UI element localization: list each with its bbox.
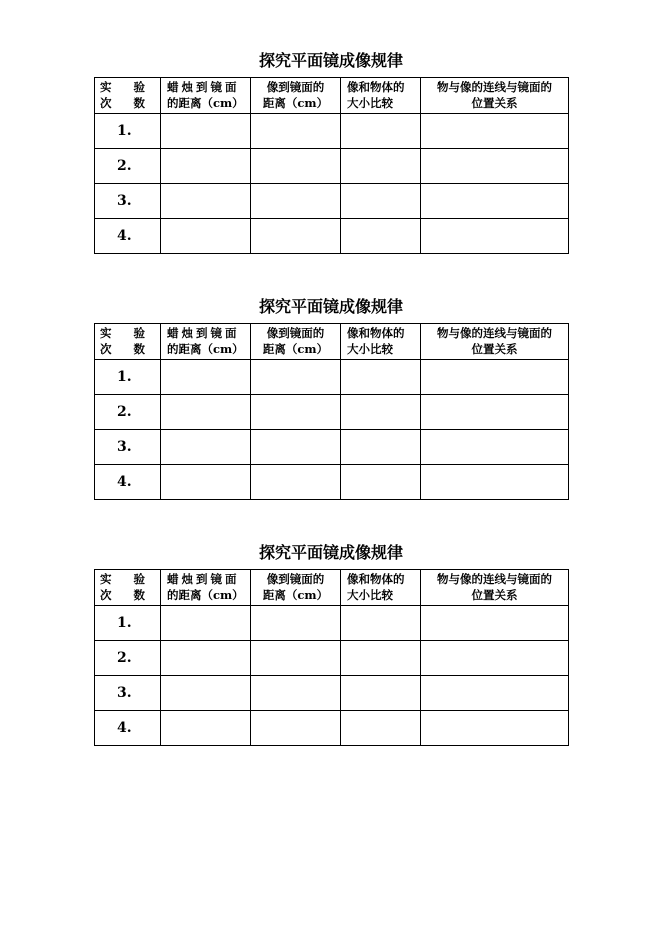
size-comparison-cell[interactable] bbox=[341, 465, 421, 500]
header-position-relation bbox=[421, 570, 569, 606]
trial-number-cell: 1. bbox=[95, 114, 161, 149]
header-line: 像和物体的 bbox=[347, 80, 405, 94]
trial-number-cell: 3. bbox=[95, 184, 161, 219]
header-image-distance bbox=[251, 78, 341, 114]
table-row bbox=[95, 606, 569, 641]
header-position-relation bbox=[421, 78, 569, 114]
size-comparison-cell[interactable] bbox=[341, 641, 421, 676]
table-row bbox=[95, 114, 569, 149]
image-distance-cell[interactable] bbox=[251, 711, 341, 746]
header-line: 距离（cm） bbox=[262, 96, 329, 110]
position-relation-cell[interactable] bbox=[421, 149, 569, 184]
header-size-comparison bbox=[341, 78, 421, 114]
position-relation-cell[interactable] bbox=[421, 711, 569, 746]
table-title: 探究平面镜成像规律 bbox=[258, 51, 403, 70]
table-row bbox=[95, 149, 569, 184]
image-distance-cell[interactable] bbox=[251, 641, 341, 676]
image-distance-cell[interactable] bbox=[251, 184, 341, 219]
header-line: 位置关系 bbox=[471, 588, 518, 602]
trial-number-cell: 2. bbox=[95, 149, 161, 184]
position-relation-cell[interactable] bbox=[421, 430, 569, 465]
candle-distance-cell[interactable] bbox=[161, 219, 251, 254]
header-size-comparison bbox=[341, 324, 421, 360]
header-line: 像到镜面的 bbox=[266, 80, 325, 94]
candle-distance-cell[interactable] bbox=[161, 360, 251, 395]
size-comparison-cell[interactable] bbox=[341, 676, 421, 711]
experiment-table bbox=[94, 569, 569, 746]
size-comparison-cell[interactable] bbox=[341, 114, 421, 149]
size-comparison-cell[interactable] bbox=[341, 395, 421, 430]
header-position-relation bbox=[421, 324, 569, 360]
image-distance-cell[interactable] bbox=[251, 430, 341, 465]
position-relation-cell[interactable] bbox=[421, 184, 569, 219]
table-row bbox=[95, 395, 569, 430]
header-line: 的距离（cm） bbox=[167, 588, 244, 602]
trial-number-cell: 4. bbox=[95, 711, 161, 746]
header-line: 物与像的连线与镜面的 bbox=[437, 326, 552, 340]
header-line: 距离（cm） bbox=[262, 342, 329, 356]
table-row bbox=[95, 430, 569, 465]
experiment-table bbox=[94, 77, 569, 254]
header-image-distance bbox=[251, 570, 341, 606]
table-row bbox=[95, 184, 569, 219]
image-distance-cell[interactable] bbox=[251, 676, 341, 711]
position-relation-cell[interactable] bbox=[421, 219, 569, 254]
header-line: 实 验 bbox=[100, 80, 155, 94]
table-header-row bbox=[95, 570, 569, 606]
header-candle-distance bbox=[161, 78, 251, 114]
table-row bbox=[95, 711, 569, 746]
header-line: 位置关系 bbox=[471, 96, 518, 110]
header-line: 像到镜面的 bbox=[266, 326, 325, 340]
header-line: 像到镜面的 bbox=[266, 572, 325, 586]
image-distance-cell[interactable] bbox=[251, 219, 341, 254]
image-distance-cell[interactable] bbox=[251, 395, 341, 430]
candle-distance-cell[interactable] bbox=[161, 430, 251, 465]
position-relation-cell[interactable] bbox=[421, 360, 569, 395]
candle-distance-cell[interactable] bbox=[161, 641, 251, 676]
header-line: 蜡烛到镜面 bbox=[167, 80, 240, 94]
image-distance-cell[interactable] bbox=[251, 465, 341, 500]
table-title: 探究平面镜成像规律 bbox=[258, 297, 403, 316]
candle-distance-cell[interactable] bbox=[161, 149, 251, 184]
header-line: 次 数 bbox=[100, 342, 155, 356]
experiment-table bbox=[94, 323, 569, 500]
header-line: 大小比较 bbox=[347, 342, 393, 356]
trial-number-cell: 4. bbox=[95, 219, 161, 254]
header-line: 次 数 bbox=[100, 588, 155, 602]
candle-distance-cell[interactable] bbox=[161, 114, 251, 149]
table-header-row bbox=[95, 78, 569, 114]
position-relation-cell[interactable] bbox=[421, 114, 569, 149]
position-relation-cell[interactable] bbox=[421, 395, 569, 430]
position-relation-cell[interactable] bbox=[421, 465, 569, 500]
trial-number-cell: 2. bbox=[95, 395, 161, 430]
header-trial-number bbox=[95, 324, 161, 360]
trial-number-cell: 2. bbox=[95, 641, 161, 676]
size-comparison-cell[interactable] bbox=[341, 149, 421, 184]
header-line: 像和物体的 bbox=[347, 326, 405, 340]
image-distance-cell[interactable] bbox=[251, 149, 341, 184]
header-line: 位置关系 bbox=[471, 342, 518, 356]
table-row bbox=[95, 465, 569, 500]
header-line: 大小比较 bbox=[347, 588, 393, 602]
header-candle-distance bbox=[161, 324, 251, 360]
header-line: 物与像的连线与镜面的 bbox=[437, 80, 552, 94]
table-row bbox=[95, 676, 569, 711]
header-image-distance bbox=[251, 324, 341, 360]
header-line: 次 数 bbox=[100, 96, 155, 110]
header-trial-number bbox=[95, 78, 161, 114]
header-line: 大小比较 bbox=[347, 96, 393, 110]
candle-distance-cell[interactable] bbox=[161, 711, 251, 746]
header-line: 的距离（cm） bbox=[167, 342, 244, 356]
header-line: 蜡烛到镜面 bbox=[167, 326, 240, 340]
table-row bbox=[95, 641, 569, 676]
position-relation-cell[interactable] bbox=[421, 676, 569, 711]
trial-number-cell: 4. bbox=[95, 465, 161, 500]
table-row bbox=[95, 219, 569, 254]
position-relation-cell[interactable] bbox=[421, 606, 569, 641]
trial-number-cell: 1. bbox=[95, 360, 161, 395]
size-comparison-cell[interactable] bbox=[341, 184, 421, 219]
header-line: 实 验 bbox=[100, 326, 155, 340]
table-row bbox=[95, 360, 569, 395]
position-relation-cell[interactable] bbox=[421, 641, 569, 676]
header-line: 蜡烛到镜面 bbox=[167, 572, 240, 586]
size-comparison-cell[interactable] bbox=[341, 430, 421, 465]
trial-number-cell: 3. bbox=[95, 430, 161, 465]
header-candle-distance bbox=[161, 570, 251, 606]
trial-number-cell: 1. bbox=[95, 606, 161, 641]
header-line: 像和物体的 bbox=[347, 572, 405, 586]
candle-distance-cell[interactable] bbox=[161, 606, 251, 641]
header-trial-number bbox=[95, 570, 161, 606]
header-line: 的距离（cm） bbox=[167, 96, 244, 110]
candle-distance-cell[interactable] bbox=[161, 184, 251, 219]
size-comparison-cell[interactable] bbox=[341, 606, 421, 641]
image-distance-cell[interactable] bbox=[251, 606, 341, 641]
candle-distance-cell[interactable] bbox=[161, 676, 251, 711]
header-size-comparison bbox=[341, 570, 421, 606]
candle-distance-cell[interactable] bbox=[161, 395, 251, 430]
size-comparison-cell[interactable] bbox=[341, 711, 421, 746]
size-comparison-cell[interactable] bbox=[341, 219, 421, 254]
header-line: 距离（cm） bbox=[262, 588, 329, 602]
table-header-row bbox=[95, 324, 569, 360]
header-line: 实 验 bbox=[100, 572, 155, 586]
image-distance-cell[interactable] bbox=[251, 114, 341, 149]
trial-number-cell: 3. bbox=[95, 676, 161, 711]
table-title: 探究平面镜成像规律 bbox=[258, 543, 403, 562]
image-distance-cell[interactable] bbox=[251, 360, 341, 395]
header-line: 物与像的连线与镜面的 bbox=[437, 572, 552, 586]
size-comparison-cell[interactable] bbox=[341, 360, 421, 395]
candle-distance-cell[interactable] bbox=[161, 465, 251, 500]
